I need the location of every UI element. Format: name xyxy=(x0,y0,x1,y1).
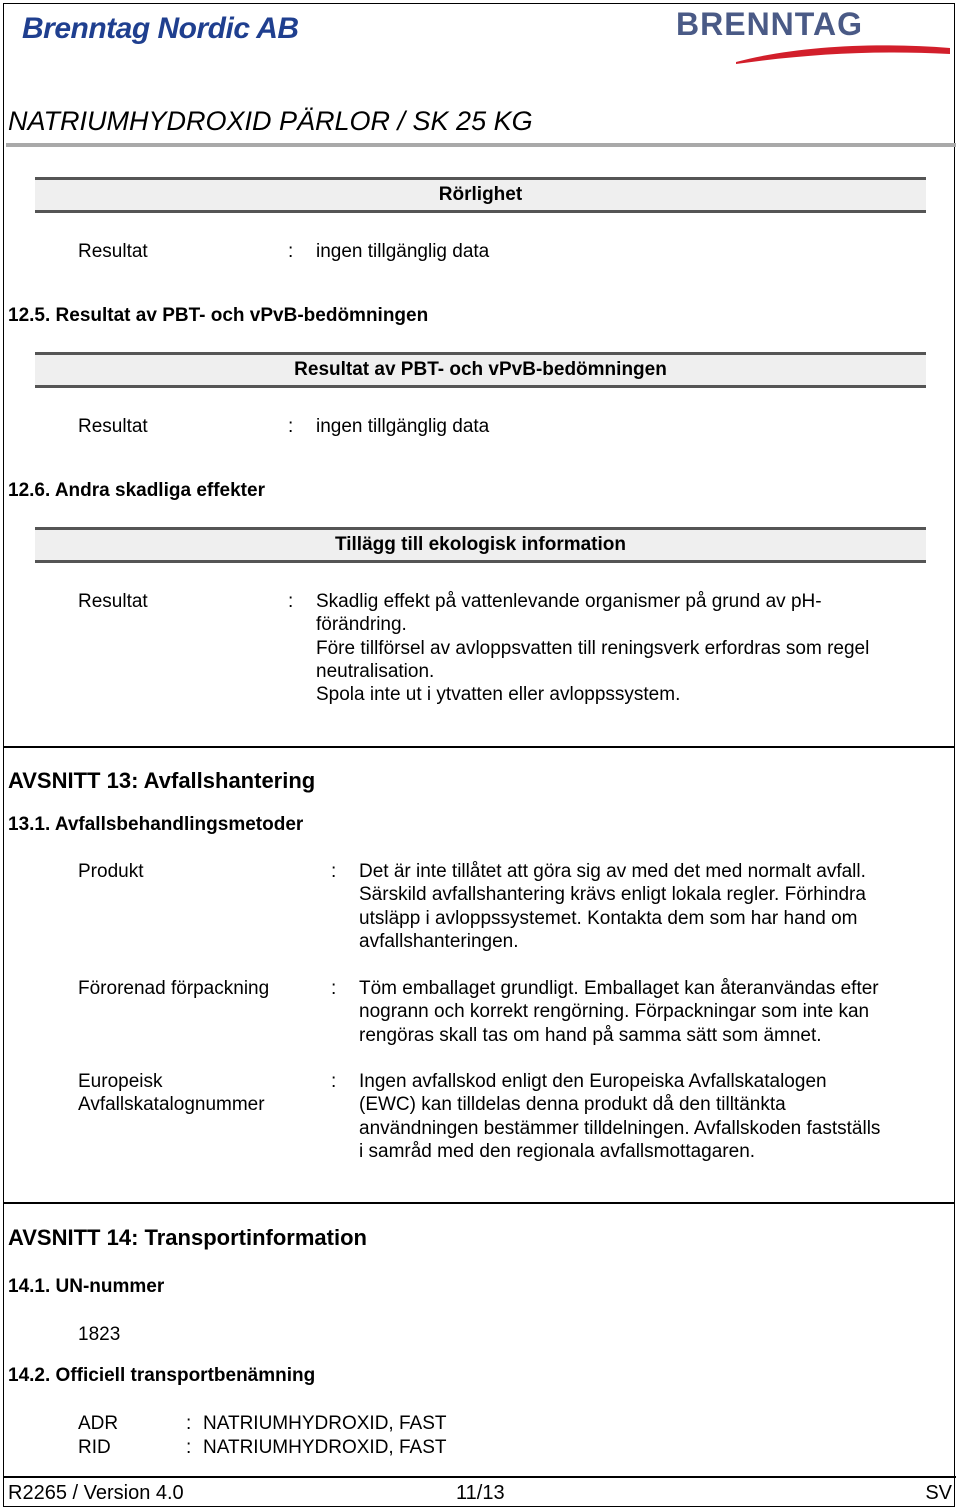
pbt-subheading: 12.5. Resultat av PBT- och vPvB-bedömningen xyxy=(8,305,429,326)
transport-name-value: NATRIUMHYDROXID, FAST xyxy=(203,1437,447,1458)
pbt-heading: Resultat av PBT- och vPvB-bedömningen xyxy=(35,352,926,388)
pbt-value: ingen tillgänglig data xyxy=(316,416,490,437)
waste-row-text xyxy=(359,860,866,953)
transport-mode-label: ADR xyxy=(78,1413,119,1434)
pbt-label: Resultat xyxy=(78,416,148,437)
page-number: 11/13 xyxy=(456,1482,505,1504)
un-number-value: 1823 xyxy=(78,1324,121,1345)
document-version: R2265 / Version 4.0 xyxy=(8,1482,184,1504)
waste-row-text xyxy=(359,977,879,1047)
language-code: SV xyxy=(925,1482,952,1504)
mobility-heading: Rörlighet xyxy=(35,177,926,213)
text-line: Särskild avfallshantering krävs enligt lokala regler. Förhindra xyxy=(359,884,866,906)
mobility-label: Resultat xyxy=(78,241,148,262)
waste-row-label: Förorenad förpackning xyxy=(78,978,270,999)
text-line: (EWC) kan tilldelas denna produkt då den tilltänkta xyxy=(359,1094,786,1116)
transport-mode-label: RID xyxy=(78,1437,111,1458)
eco-info-heading: Tillägg till ekologisk information xyxy=(35,527,926,563)
document-title: NATRIUMHYDROXID PÄRLOR / SK 25 KG xyxy=(8,106,533,136)
section-divider xyxy=(4,746,955,748)
pbt-sep: : xyxy=(288,416,294,437)
page-footer xyxy=(4,1476,956,1507)
other-effects-subheading: 12.6. Andra skadliga effekter xyxy=(8,480,265,501)
label-line: Avfallskatalognummer xyxy=(78,1094,265,1116)
text-line: Det är inte tillåtet att göra sig av med det med normalt avfall. xyxy=(359,861,866,882)
waste-row-text xyxy=(359,1070,880,1163)
logo-text: BRENNTAG xyxy=(676,6,863,42)
label-line: Europeisk xyxy=(78,1071,163,1092)
section-13-title: AVSNITT 13: Avfallshantering xyxy=(8,768,316,793)
waste-row-sep: : xyxy=(331,978,337,999)
text-line: Före tillförsel av avloppsvatten till reningsverk erfordras som regel xyxy=(316,637,870,659)
mobility-value: ingen tillgänglig data xyxy=(316,241,490,262)
section-14-title: AVSNITT 14: Transportinformation xyxy=(8,1225,367,1250)
mobility-sep: : xyxy=(288,241,294,262)
text-line: i samråd med den regionala avfallsmottagaren. xyxy=(359,1140,756,1162)
logo-swoosh-icon xyxy=(736,44,950,64)
text-line: Töm emballaget grundligt. Emballaget kan återanvändas efter xyxy=(359,978,879,999)
text-line: rengöras skall tas om hand på samma sätt som ämnet. xyxy=(359,1024,822,1046)
waste-row-label: Produkt xyxy=(78,861,144,882)
text-line: Spola inte ut i ytvatten eller avloppssystem. xyxy=(316,684,681,706)
other-effects-text xyxy=(316,590,869,706)
section-13-subheading: 13.1. Avfallsbehandlingsmetoder xyxy=(8,814,304,835)
text-line: användningen bestämmer tilldelningen. Avfallskoden fastställs xyxy=(359,1117,881,1139)
un-number-heading: 14.1. UN-nummer xyxy=(8,1276,165,1297)
text-line: utsläpp i avloppssystemet. Kontakta dem som har hand om xyxy=(359,907,858,929)
waste-row-label xyxy=(78,1070,265,1117)
transport-mode-sep: : xyxy=(186,1437,192,1458)
text-line: neutralisation. xyxy=(316,660,435,682)
other-effects-label: Resultat xyxy=(78,591,148,612)
transport-name-heading: 14.2. Officiell transportbenämning xyxy=(8,1365,316,1386)
text-line: avfallshanteringen. xyxy=(359,930,519,952)
waste-row-sep: : xyxy=(331,1071,337,1092)
text-line: nogrann och korrekt rengörning. Förpackningar som inte kan xyxy=(359,1001,870,1023)
brenntag-logo xyxy=(676,6,952,64)
section-divider xyxy=(4,1202,955,1204)
waste-row-sep: : xyxy=(331,861,337,882)
text-line: Skadlig effekt på vattenlevande organismer på grund av pH- xyxy=(316,591,822,612)
title-divider xyxy=(6,143,956,147)
other-effects-sep: : xyxy=(288,591,294,612)
company-name: Brenntag Nordic AB xyxy=(22,12,299,45)
text-line: Ingen avfallskod enligt den Europeiska Avfallskatalogen xyxy=(359,1071,827,1092)
text-line: förändring. xyxy=(316,614,407,636)
transport-name-value: NATRIUMHYDROXID, FAST xyxy=(203,1413,447,1434)
transport-mode-sep: : xyxy=(186,1413,192,1434)
